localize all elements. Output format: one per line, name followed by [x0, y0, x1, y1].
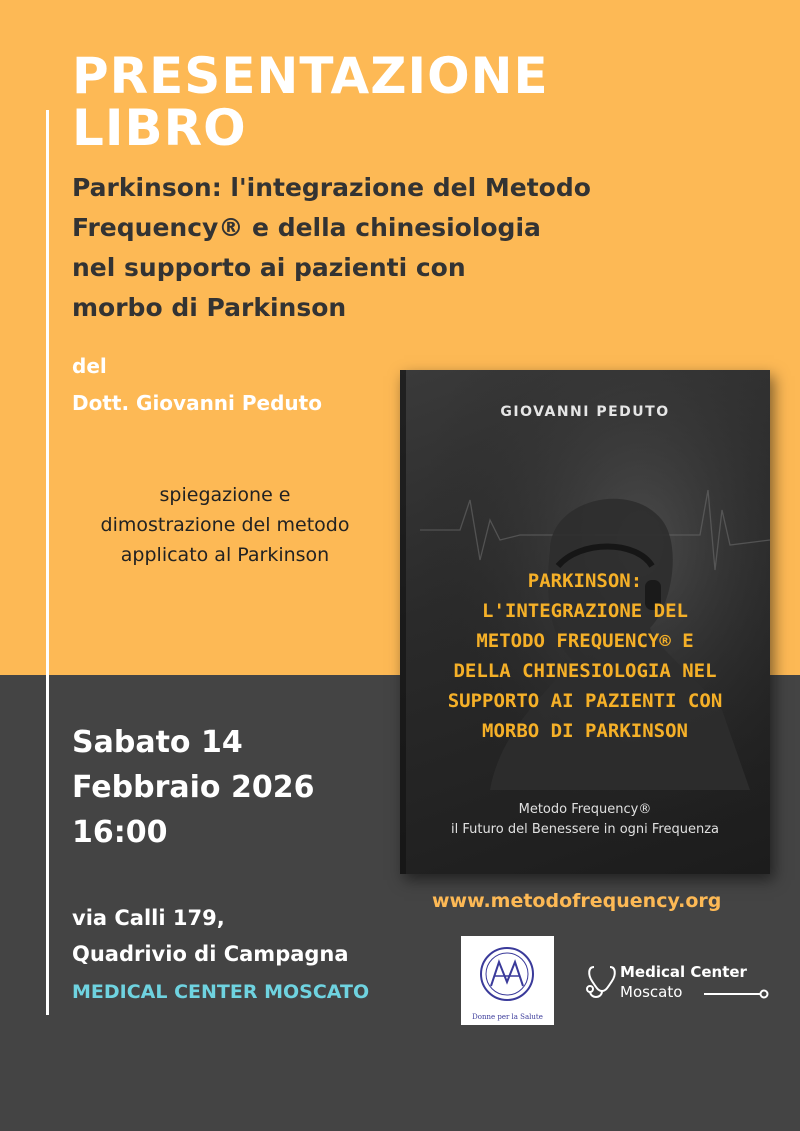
- book-title-line-2: L'INTEGRAZIONE DEL: [482, 600, 688, 622]
- book-title-line-1: PARKINSON:: [527, 570, 643, 592]
- subtitle-line-3: nel supporto ai pazienti con: [72, 253, 466, 282]
- subtitle-line-4: morbo di Parkinson: [72, 293, 347, 322]
- event-description: [60, 480, 390, 570]
- address-line-1: via Calli 179,: [72, 906, 225, 930]
- address-line-2: Quadrivio di Campagna: [72, 942, 349, 966]
- event-day: Sabato 14: [72, 725, 243, 760]
- event-address: [72, 900, 349, 972]
- description-line-2: dimostrazione del metodo: [100, 514, 350, 536]
- book-cover: [400, 370, 770, 874]
- title-line-2: LIBRO: [72, 99, 247, 157]
- description-line-3: applicato al Parkinson: [120, 544, 330, 566]
- event-time: 16:00: [72, 815, 168, 850]
- book-subtitle: [72, 168, 692, 328]
- description-line-1: spiegazione e: [159, 484, 291, 506]
- book-tagline-2: il Futuro del Benessere in ogni Frequenza: [450, 822, 719, 837]
- book-title-line-5: SUPPORTO AI PAZIENTI CON: [447, 690, 723, 712]
- event-datetime: [72, 720, 314, 855]
- book-title-line-6: MORBO DI PARKINSON: [482, 720, 688, 742]
- logo-text-medical-center: Medical Center: [620, 963, 747, 981]
- page-title: [72, 47, 549, 157]
- author-name: Dott. Giovanni Peduto: [72, 391, 322, 415]
- subtitle-line-2: Frequency® e della chinesiologia: [72, 213, 541, 242]
- vertical-divider: [46, 110, 49, 1015]
- logo-caption: Donne per la Salute: [472, 1013, 543, 1021]
- book-title-line-3: METODO FREQUENCY® E: [476, 630, 694, 652]
- amd-emblem-icon: [461, 936, 554, 1025]
- event-venue: MEDICAL CENTER MOSCATO: [72, 981, 370, 1003]
- book-cover-title: [418, 566, 752, 746]
- subtitle-line-1: Parkinson: l'integrazione del Metodo: [72, 173, 591, 202]
- book-author: GIOVANNI PEDUTO: [500, 404, 670, 420]
- medical-center-moscato-logo: [584, 961, 774, 1005]
- logo-text-moscato: Moscato: [620, 983, 683, 1001]
- title-line-1: PRESENTAZIONE: [72, 47, 549, 105]
- book-title-line-4: DELLA CHINESIOLOGIA NEL: [453, 660, 717, 682]
- book-tagline-1: Metodo Frequency®: [518, 802, 652, 817]
- event-month-year: Febbraio 2026: [72, 770, 315, 805]
- website-link[interactable]: www.metodofrequency.org: [432, 890, 722, 912]
- donne-per-la-salute-logo: [461, 936, 554, 1025]
- author-prefix: del: [72, 354, 107, 378]
